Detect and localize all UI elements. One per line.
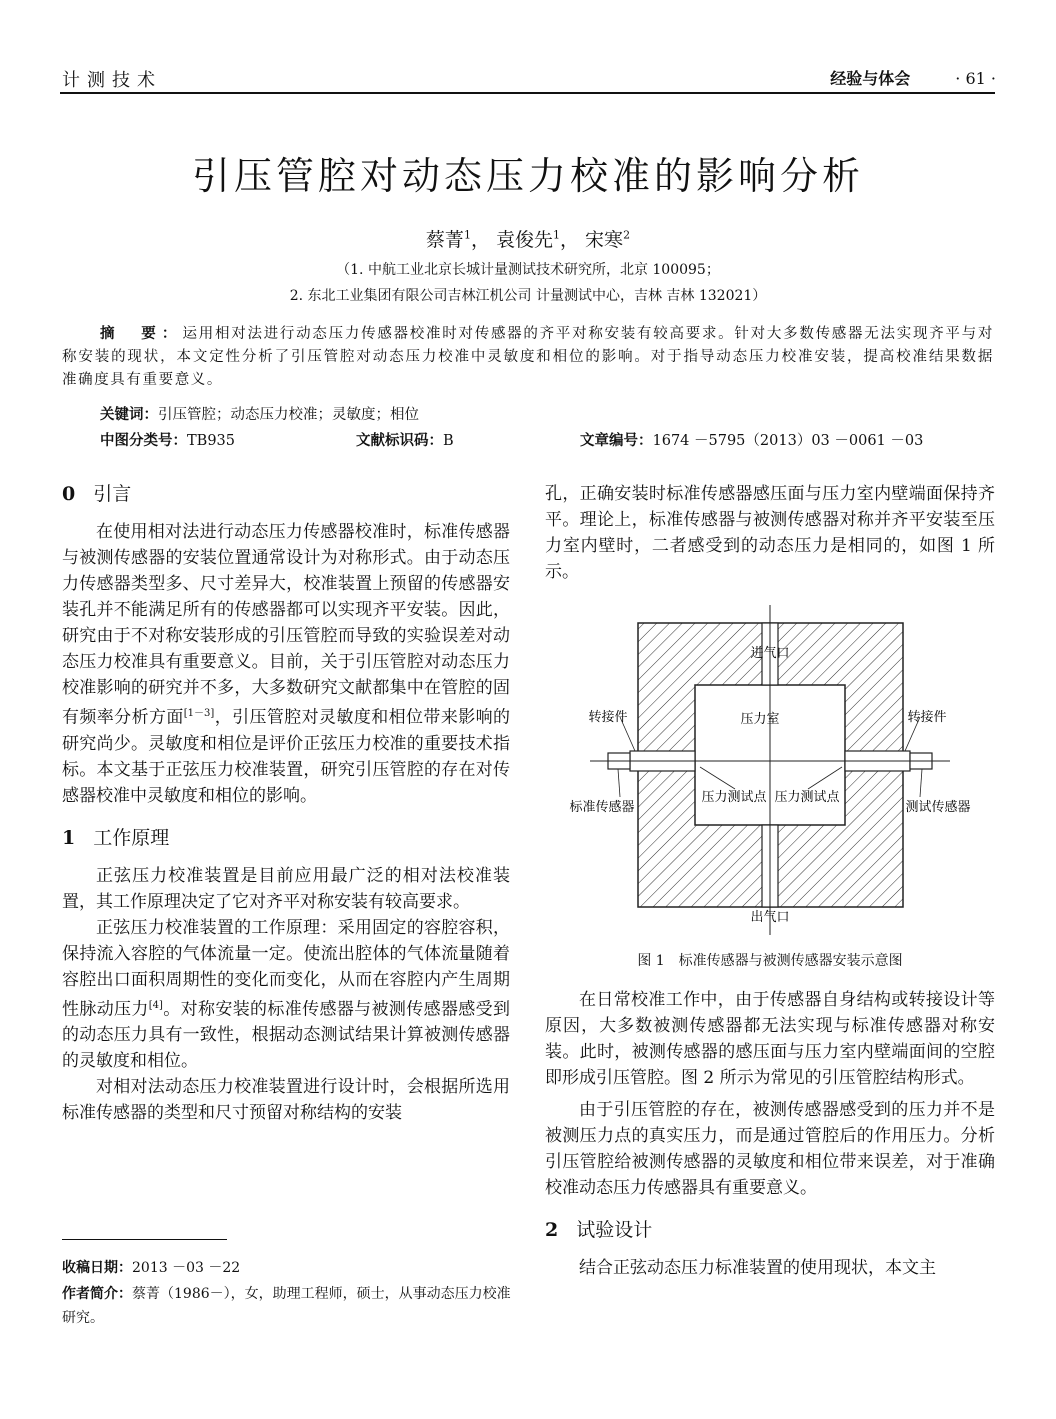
running-header [830,66,996,89]
affiliation-1: （1. 中航工业北京长城计量测试技术研究所，北京 100095； [336,262,720,278]
label-outlet: 出气口 [750,910,790,925]
paragraph-text: ，引压管腔对灵敏度和相位带来影响的研究尚少。灵敏度和相位是评价正弦压力校准的重要技术指标。本文基于正弦压力校准装置，研究引压管腔的存在对传感器校准中灵敏度和相位的影响。 [62,707,511,806]
keywords-label: 关键词： [100,407,158,423]
label-adapter-right: 转接件 [907,710,947,725]
received-date: 2013 －03 －22 [132,1260,241,1276]
label-inlet: 进气口 [750,646,790,661]
section-heading [62,481,510,507]
footnote-received [62,1256,512,1280]
label-point-left: 压力测试点 [701,790,767,805]
affiliation-2: 2. 东北工业集团有限公司吉林江机公司 计量测试中心，吉林 吉林 132021） [289,288,767,304]
doc-value: B [443,433,454,449]
figure-1-diagram [560,605,980,940]
label-std-sensor: 标准传感器 [569,800,635,815]
leader-line [808,767,842,789]
label-point-right: 压力测试点 [774,790,840,805]
doc-label: 文献标识码： [356,433,443,449]
section-heading [545,1217,995,1243]
author-list: 蔡菁$^1$， 袁俊先$^1$， 宋寒$^2$ [425,228,631,251]
citation: [4] [148,999,163,1011]
author-mark: 1 [463,228,471,242]
author-mark: 2 [623,228,631,242]
citation: [1－3] [183,708,215,719]
paragraph: 结合正弦动态压力标准装置的使用现状，本文主 [579,1258,936,1278]
bio-text: 蔡菁（1986－），女，助理工程师，硕士，从事动态压力校准研究。 [62,1286,511,1326]
leader-line [920,769,922,797]
author-mark: 1 [553,228,560,242]
bio-label: 作者简介： [62,1286,132,1302]
section-title: 引言 [93,483,132,505]
header-rule [60,92,995,94]
abstract [62,323,994,392]
abstract-label: 摘 要： [100,326,183,342]
abstract-text: 运用相对法进行动态压力传感器校准时对传感器的齐平对称安装有较高要求。针对大多数传感器无法实现齐平与对称安装的现状，本文定性分析了引压管腔对动态压力校准中灵敏度和相位的影响。对于指导动态压力校准安装，提高校准结果数据准确度具有重要意义。 [62,326,994,388]
leader-line [700,767,735,789]
paragraph: 对相对法动态压力校准装置进行设计时，会根据所选用标准传感器的类型和尺寸预留对称结构的安装 [62,1077,510,1124]
journal-name: 计测技术 [62,70,162,91]
article-value: 1674 －5795（2013）03 －0061 －03 [652,433,924,449]
figure-caption: 图 1 标准传感器与被测传感器安装示意图 [637,953,903,969]
paragraph-text: 。对称安装的标准传感器与被测传感器感受到的动态压力具有一致性，根据动态测试结果计算被测传感器的灵敏度和相位。 [62,999,510,1072]
section-name: 经验与体会 [830,69,911,88]
clc-number [100,429,235,450]
paragraph-text: 在使用相对法进行动态压力传感器校准时，标准传感器与被测传感器的安装位置通常设计为对称形式。由于动态压力传感器类型多、尺寸差异大，校准装置上预留的传感器安装孔并不能满足所有的传感器都可以实现齐平安装。因此，研究由于不对称安装形成的引压管腔而导致的实验误差对动态压力校准具有重要意义。目前，关于引压管腔对动态压力校准影响的研究并不多，大多数研究文献都集中在管腔的固有频率分析方面 [62,522,510,728]
keywords [100,403,419,424]
clc-label: 中图分类号： [100,433,187,449]
footnote-bio [62,1282,512,1330]
paragraph [62,519,510,809]
article-label: 文章编号： [580,433,653,449]
right-column-bottom [545,987,995,1281]
left-column [62,481,510,1126]
footnote-rule [62,1239,227,1240]
section-title: 工作原理 [93,826,170,849]
label-chamber: 压力室 [740,712,780,727]
author-name: 宋寒 [585,229,624,251]
section-number: 1 [62,826,76,849]
section-title: 试验设计 [576,1219,653,1241]
section-number: 0 [62,483,76,505]
section-heading [62,825,510,851]
label-test-sensor: 测试传感器 [905,800,971,815]
clc-value: TB935 [187,433,236,449]
doc-code [356,429,454,450]
paper-title: 引压管腔对动态压力校准的影响分析 [191,154,864,198]
paragraph: 由于引压管腔的存在，被测传感器感受到的压力并不是被测压力点的真实压力，而是通过管腔后的作用压力。分析引压管腔给被测传感器的灵敏度和相位带来误差，对于准确校准动态压力传感器具有重要意义。 [545,1100,995,1198]
author-name: 袁俊先 [495,229,553,251]
keywords-text: 引压管腔；动态压力校准；灵敏度；相位 [158,407,419,423]
section-number: 2 [545,1219,559,1241]
paragraph: 正弦压力校准装置是目前应用最广泛的相对法校准装置，其工作原理决定了它对齐平对称安装有较高要求。 [62,865,510,912]
leader-line [618,769,620,797]
article-number [580,429,923,450]
received-label: 收稿日期： [62,1260,132,1276]
paragraph-text: 正弦压力校准装置的工作原理：采用固定的容腔容积，保持流入容腔的气体流量一定。使流出腔体的气体流量随着容腔出口面积周期性的变化而变化，从而在容腔内产生周期性脉动压力 [62,917,510,1020]
paragraph [62,915,510,1075]
right-column-top [545,481,995,585]
paragraph: 在日常校准工作中，由于传感器自身结构或转接设计等原因，大多数被测传感器都无法实现与标准传感器对称安装。此时，被测传感器的感压面与压力室内壁端面间的空腔即形成引压管腔。图 2 所示为常见的引压管腔结构形式。 [545,990,995,1088]
author-name: 蔡菁 [425,229,464,251]
paragraph: 孔，正确安装时标准传感器感压面与压力室内壁端面保持齐平。理论上，标准传感器与被测传感器对称并齐平安装至压力室内壁时，二者感受到的动态压力是相同的，如图 1 所示。 [545,484,995,582]
page-number: · 61 · [955,69,996,88]
label-adapter-left: 转接件 [588,710,628,725]
